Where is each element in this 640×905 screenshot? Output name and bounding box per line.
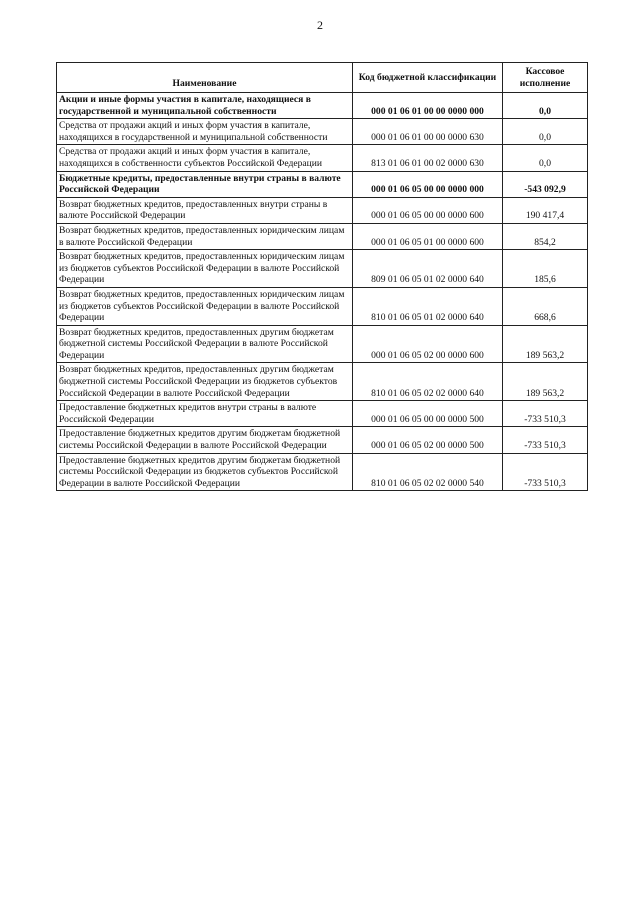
row-code-cell: 809 01 06 05 01 02 0000 640 — [353, 250, 503, 288]
header-amount: Кассовое исполнение — [503, 63, 588, 93]
row-amount-cell: 190 417,4 — [503, 197, 588, 223]
table-row — [57, 401, 588, 427]
row-name-cell: Акции и иные формы участия в капитале, находящиеся в государственной и муниципальной собственности — [57, 93, 353, 119]
row-amount-cell: 0,0 — [503, 119, 588, 145]
row-name-cell: Средства от продажи акций и иных форм участия в капитале, находящихся в собственности субъектов Российской Федерации — [57, 145, 353, 171]
row-code-cell: 000 01 06 05 02 00 0000 500 — [353, 427, 503, 453]
table-row — [57, 171, 588, 197]
row-name-cell: Возврат бюджетных кредитов, предоставленных другим бюджетам бюджетной системы Российской Федерации из бюджетов субъектов Российской Федерации в валюте Российской Федерации — [57, 363, 353, 401]
row-code-cell: 000 01 06 05 00 00 0000 000 — [353, 171, 503, 197]
row-name-cell: Предоставление бюджетных кредитов внутри страны в валюте Российской Федерации — [57, 401, 353, 427]
row-name-cell: Предоставление бюджетных кредитов другим бюджетам бюджетной системы Российской Федерации из бюджетов субъектов Российской Федерации в валюте Российской Федерации — [57, 453, 353, 491]
row-amount-cell: 189 563,2 — [503, 363, 588, 401]
row-name-cell: Возврат бюджетных кредитов, предоставленных юридическим лицам в валюте Российской Федерации — [57, 223, 353, 249]
table-body — [57, 93, 588, 491]
table-row — [57, 287, 588, 325]
table-row — [57, 119, 588, 145]
row-amount-cell: 185,6 — [503, 250, 588, 288]
row-code-cell: 000 01 06 05 01 00 0000 600 — [353, 223, 503, 249]
row-code-cell: 810 01 06 05 02 02 0000 640 — [353, 363, 503, 401]
row-amount-cell: 668,6 — [503, 287, 588, 325]
table-header — [57, 63, 588, 93]
table-row — [57, 427, 588, 453]
table-row — [57, 453, 588, 491]
table-row — [57, 325, 588, 363]
header-row — [57, 63, 588, 93]
row-name-cell: Предоставление бюджетных кредитов другим бюджетам бюджетной системы Российской Федерации в валюте Российской Федерации — [57, 427, 353, 453]
row-name-cell: Возврат бюджетных кредитов, предоставленных внутри страны в валюте Российской Федерации — [57, 197, 353, 223]
row-code-cell: 000 01 06 05 00 00 0000 500 — [353, 401, 503, 427]
row-code-cell: 000 01 06 05 02 00 0000 600 — [353, 325, 503, 363]
table-row — [57, 197, 588, 223]
page-number: 2 — [317, 18, 323, 32]
row-code-cell: 000 01 06 01 00 00 0000 630 — [353, 119, 503, 145]
row-name-cell: Бюджетные кредиты, предоставленные внутри страны в валюте Российской Федерации — [57, 171, 353, 197]
row-amount-cell: -733 510,3 — [503, 427, 588, 453]
table-row — [57, 93, 588, 119]
row-amount-cell: 0,0 — [503, 93, 588, 119]
table-row — [57, 250, 588, 288]
table-row — [57, 223, 588, 249]
row-name-cell: Возврат бюджетных кредитов, предоставленных другим бюджетам бюджетной системы Российской Федерации в валюте Российской Федерации — [57, 325, 353, 363]
row-amount-cell: 0,0 — [503, 145, 588, 171]
header-name: Наименование — [57, 63, 353, 93]
row-amount-cell: 189 563,2 — [503, 325, 588, 363]
row-name-cell: Возврат бюджетных кредитов, предоставленных юридическим лицам из бюджетов субъектов Российской Федерации в валюте Российской Федерации — [57, 250, 353, 288]
header-code: Код бюджетной классификации — [353, 63, 503, 93]
row-code-cell: 000 01 06 05 00 00 0000 600 — [353, 197, 503, 223]
row-code-cell: 000 01 06 01 00 00 0000 000 — [353, 93, 503, 119]
row-code-cell: 810 01 06 05 02 02 0000 540 — [353, 453, 503, 491]
row-amount-cell: -543 092,9 — [503, 171, 588, 197]
row-name-cell: Возврат бюджетных кредитов, предоставленных юридическим лицам из бюджетов субъектов Российской Федерации в валюте Российской Федерации — [57, 287, 353, 325]
row-code-cell: 810 01 06 05 01 02 0000 640 — [353, 287, 503, 325]
table-row — [57, 363, 588, 401]
row-amount-cell: 854,2 — [503, 223, 588, 249]
row-code-cell: 813 01 06 01 00 02 0000 630 — [353, 145, 503, 171]
budget-table — [56, 62, 588, 491]
row-amount-cell: -733 510,3 — [503, 401, 588, 427]
row-name-cell: Средства от продажи акций и иных форм участия в капитале, находящихся в государственной и муниципальной собственности — [57, 119, 353, 145]
table-row — [57, 145, 588, 171]
row-amount-cell: -733 510,3 — [503, 453, 588, 491]
